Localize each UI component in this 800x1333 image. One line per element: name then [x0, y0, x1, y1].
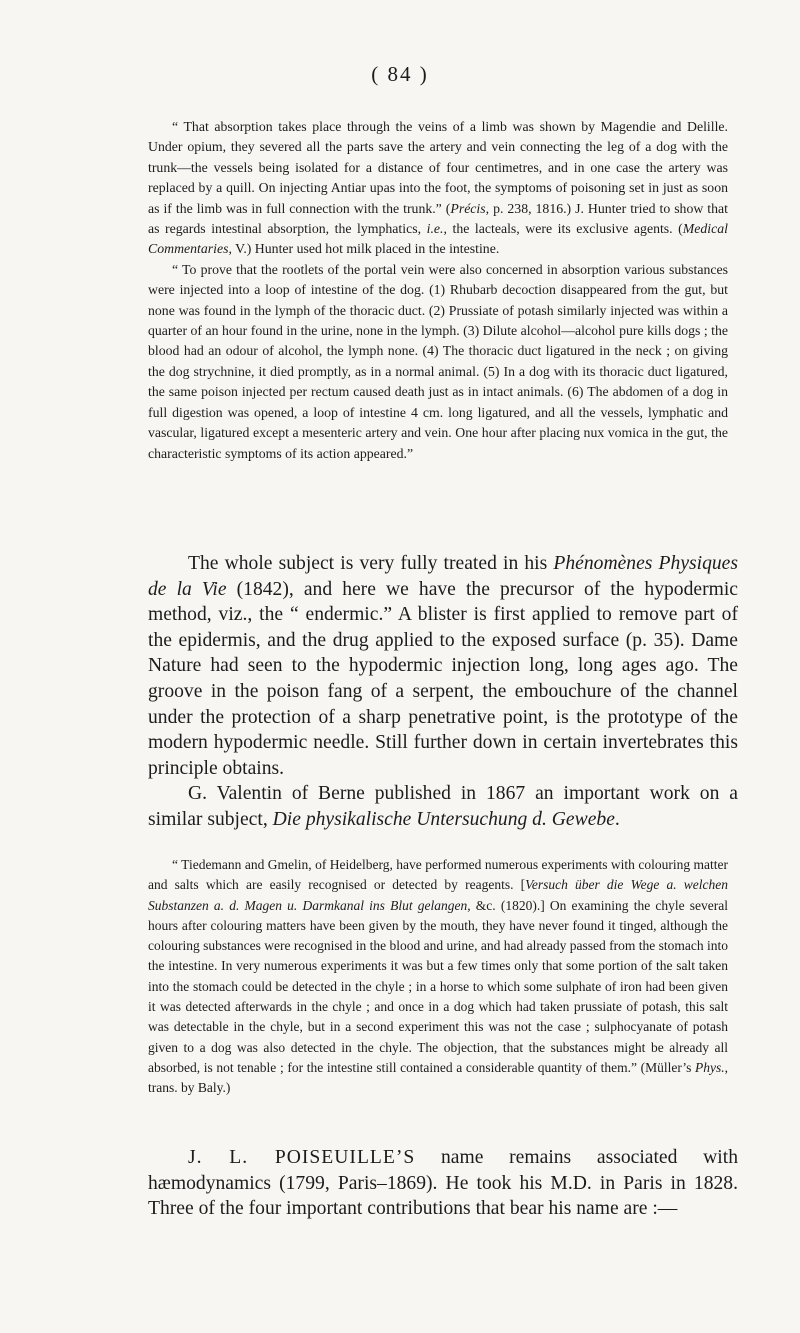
main-text-block: [148, 551, 738, 833]
person-name: J. L. POISEUILLE’S: [188, 1147, 416, 1168]
body-paragraph: [148, 1145, 738, 1222]
abbreviation: i.e.: [426, 221, 444, 237]
quote-block-absorption: [148, 117, 728, 464]
citation: Versuch über die Wege a. welchen Substanzen a. d. Magen u. Darmkanal ins Blut gelangen: [148, 877, 728, 913]
poiseuille-section: [148, 1145, 738, 1222]
book-title: Phénomènes Physiques de la Vie: [148, 553, 738, 600]
text-run: .: [614, 808, 620, 830]
body-paragraph: [148, 781, 738, 832]
text-run: , trans. by Baly.): [148, 1059, 728, 1096]
page-number: ( 84 ): [371, 62, 429, 86]
quote-block-tiedemann: [148, 855, 728, 1099]
text-run: “ Tiedemann and Gmelin, of Heidelberg, have performed numerous experiments with colouring matter and salts which are easily recognised or detected by reagents. [: [148, 857, 728, 893]
citation: Précis: [450, 200, 486, 216]
citation: Phys.: [695, 1059, 725, 1075]
quote-paragraph: [148, 117, 728, 260]
text-run: , p. 238, 1816.) J. Hunter tried to show that as regards intestinal absorption, the lymphatics,: [148, 200, 728, 237]
text-run: name remains associated with hæmodynamics (1799, Paris–1869). He took his M.D. in Paris in 1828. Three of the four important contributions that bear his name are :—: [148, 1147, 738, 1220]
quote-paragraph: [148, 855, 728, 1099]
text-run: , the lacteals, were its exclusive agents. (: [443, 221, 683, 237]
citation: Medical Commentaries: [148, 221, 728, 257]
body-paragraph: [148, 551, 738, 781]
text-run: , &c. (1820).] On examining the chyle several hours after colouring matters have been given by the mouth, they have never found it tinged, although the colouring substances were recognised in the blood and urine, and had already passed from the stomach into the intestine. In very numerous experiments it was but a few times only that some portion of the salt taken into the stomach could be detected in the chyle ; in a horse to which some sulphate of iron had been given it was detected afterwards in the chyle ; and once in a dog which had taken prussiate of potash, this salt was detectable in the chyle, but in a second experiment this was not the case ; sulphocyanate of potash given to a dog was also detected in the chyle. The objection, that the substances might be already all absorbed, is not tenable ; for the intestine still contained a considerable quantity of them.” (Müller’s: [148, 897, 728, 1075]
text-run: “ That absorption takes place through the veins of a limb was shown by Magendie and Delille. Under opium, they severed all the parts save the artery and vein connecting the leg of a dog with the trunk—the vessels being isolated for a distance of four centimetres, and in one case the artery was replaced by a quill. On injecting Antiar upas into the foot, the symptoms of poisoning set in just as soon as if the limb was in full connection with the trunk.” (: [148, 119, 728, 216]
text-run: , V.) Hunter used hot milk placed in the intestine.: [228, 241, 500, 257]
text-run: The whole subject is very fully treated in his: [188, 553, 554, 574]
text-run: (1842), and here we have the precursor of the hypodermic method, viz., the “ endermic.” A blister is first applied to remove part of the epidermis, and the drug applied to the exposed surface (p. 35). Dame Nature had seen to the hypodermic injection long, long ages ago. The groove in the poison fang of a serpent, the embouchure of the channel under the protection of a sharp penetrative point, is the prototype of the modern hypodermic needle. Still further down in certain invertebrates this principle obtains.: [148, 578, 739, 779]
text-run: G. Valentin of Berne published in 1867 an important work on a similar subject,: [148, 783, 738, 830]
quote-paragraph: “ To prove that the rootlets of the portal vein were also concerned in absorption various substances were injected into a loop of intestine of the dog. (1) Rhubarb decoction disappeared from the gut, but none was found in the lymph of the thoracic duct. (2) Prussiate of potash similarly injected was within a quarter of an hour found in the urine, none in the lymph. (3) Dilute alcohol—alcohol pure kills dogs ; the blood had an odour of alcohol, the lymph none. (4) The thoracic duct ligatured in the neck ; on giving the dog strychnine, it died promptly, as in a normal animal. (5) In a dog with its thoracic duct ligatured, the same poison injected per rectum caused death just as in intact animals. (6) The abdomen of a dog in full digestion was opened, a loop of intestine 4 cm. long ligatured, and all the vessels, lymphatic and vascular, ligatured except a mesenteric artery and vein. One hour after placing nux vomica in the gut, the characteristic symptoms of its action appeared.”: [148, 261, 728, 461]
book-title: Die physikalische Untersuchung d. Gewebe: [272, 808, 615, 830]
